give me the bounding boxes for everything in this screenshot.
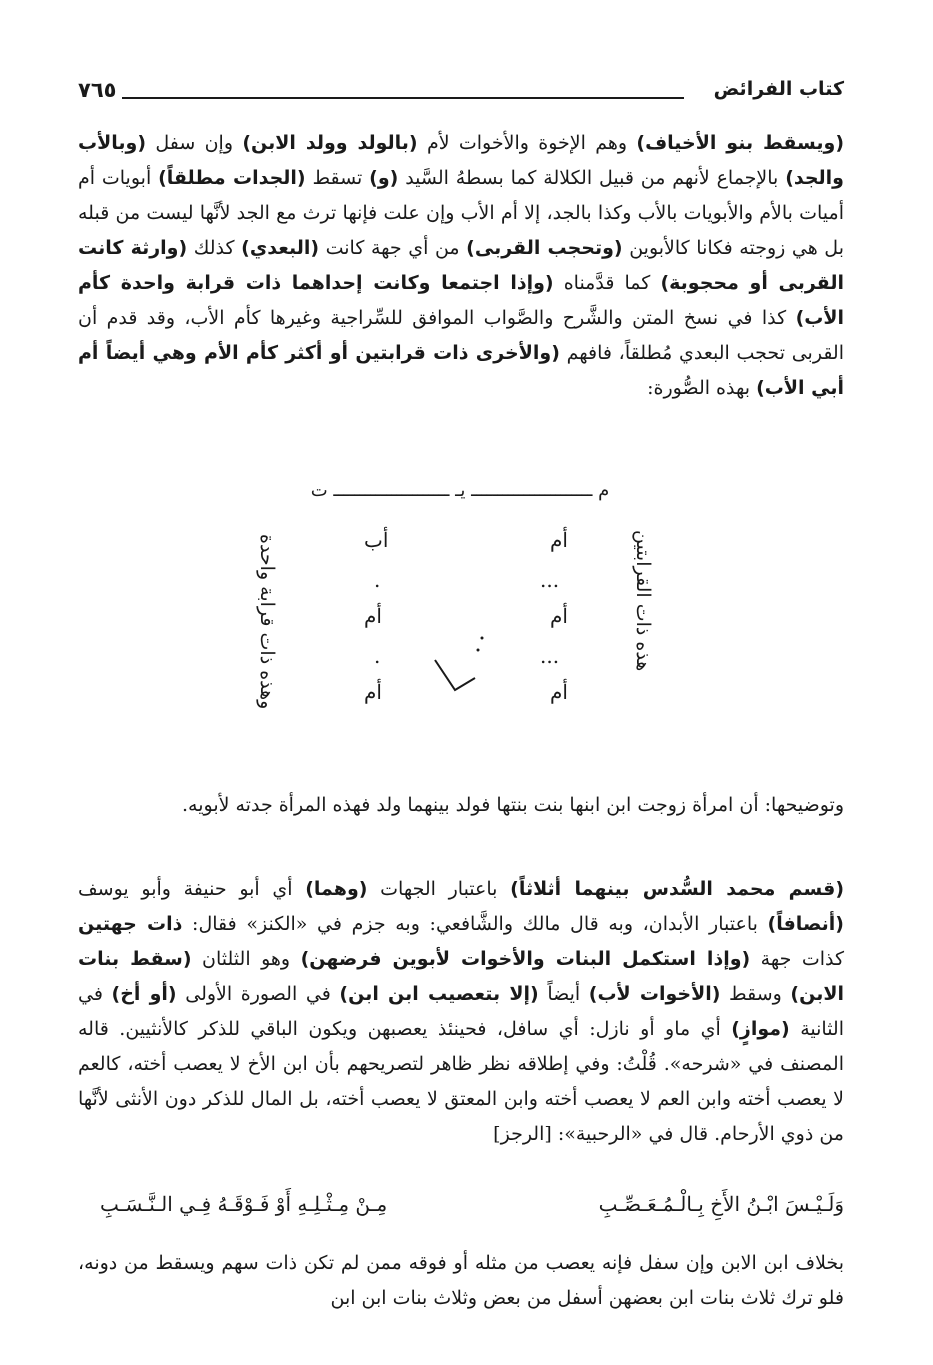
- paragraph3-segment: في الثانية: [78, 983, 844, 1040]
- paragraph1-segment: كما قدَّمناه: [553, 272, 661, 294]
- paragraph3-segment: أيضاً: [538, 983, 589, 1005]
- paragraph1-segment: (وارثة كانت القربى أو محجوبة): [78, 237, 845, 294]
- paragraph1-segment: بالإجماع لأنهم من قبيل الكلالة كما بسطهُ السَّيد: [398, 167, 786, 189]
- paragraph1-segment: بهذه الصُّورة:: [647, 377, 757, 399]
- paragraph3-segment: في الصورة الأولى: [176, 983, 340, 1005]
- paragraph1-segment: وهم الإخوة والأخوات لأم: [417, 132, 637, 154]
- kinship-diagram: [240, 480, 680, 750]
- diagram-left-4: .: [374, 644, 381, 668]
- paragraph3-segment: أي أبو حنيفة وأبو يوسف: [78, 878, 306, 900]
- paragraph3-segment: (وهما): [305, 878, 368, 900]
- paragraph1-segment: (وتحجب القربى): [466, 237, 623, 259]
- diagram-right-2: ...: [540, 568, 560, 592]
- diagram-connector: [430, 630, 500, 700]
- paragraph3-segment: وسقط: [720, 983, 791, 1005]
- paragraph1-segment: (الجدات مطلقاً): [158, 167, 306, 189]
- verse-first-hemistich: وَلَـيْـسَ ابْـنُ الأَخِ بِـالْـمُـعَـصِّـبِ: [598, 1192, 844, 1216]
- diagram-left-1: أب: [364, 528, 389, 552]
- header-rule: [122, 97, 684, 99]
- paragraph3-segment: باعتبار الجهات: [367, 878, 511, 900]
- paragraph1-segment: كذلك: [187, 237, 242, 259]
- paragraph3-segment: (موازٍ): [731, 1018, 790, 1040]
- poetry-verse: [100, 1192, 844, 1232]
- paragraph3-segment: (الأخوات لأب): [588, 983, 721, 1005]
- paragraph-4: بخلاف ابن الابن وإن سفل فإنه يعصب من مثله أو فوقه ممن لم تكن ذات سهم ويسقط من دونه، فلو ترك ثلاث بنات ابن بعضهن أسفل من بعض وثلاث بنات ابن ابن: [78, 1252, 844, 1309]
- diagram-top-mark: م ـــــــــــــــــــــــ يـ ــــــــــــــــــــــ ت: [310, 480, 610, 501]
- diagram-left-3: أم: [364, 604, 382, 628]
- paragraph1-segment: وإن سفل: [146, 132, 243, 154]
- paragraph1-segment: (بالولد وولد الابن): [242, 132, 418, 154]
- paragraph3-segment: (إلا بتعصيب ابن ابن): [339, 983, 539, 1005]
- paragraph3-segment: باعتبار الأبدان، وبه قال مالك والشَّافعي: وبه جزم في «الكنز» فقال:: [182, 913, 768, 935]
- diagram-right-5: أم: [550, 680, 568, 704]
- page-header: [78, 78, 844, 108]
- diagram-left-5: أم: [364, 680, 382, 704]
- paragraph-2: وتوضيحها: أن امرأة زوجت ابن ابنها بنت بنتها فولد بينهما ولد فهذه المرأة جدته لأبويه.: [182, 794, 844, 816]
- running-title: كتاب الفرائض: [713, 78, 844, 100]
- paragraph3-segment: (أو أخ): [111, 983, 177, 1005]
- paragraph3-segment: أي ماو أو نازل: أي سافل، فحينئذ يعصبهن ويكون الباقي للذكر كالأنثيين. قاله المصنف في «شرحه». قُلْتُ: وفي إطلاقه نظر ظاهر لتصريحهم بأن ابن الأخ لا يعصب أخته، كالعم لا يعصب أخته وابن العم لا يعصب أخته وابن المعتق لا يعصب أخته، بل المال للذكر دون الأنثى لأنَّها من ذوي الأرحام. قال في «الرحبية»: [الرجز]: [78, 1018, 844, 1145]
- paragraph1-segment: (وإذا اجتمعا وكانت إحداهما ذات قرابة واحدة كأم الأب): [78, 272, 844, 329]
- paragraph1-segment: تسقط: [305, 167, 370, 189]
- diagram-right-caption: هذه ذات القرابتين: [632, 530, 654, 672]
- page-number: ٧٦٥: [78, 78, 117, 102]
- paragraph3-segment: (سقط بنات الابن): [78, 948, 844, 1005]
- paragraph1-segment: (و): [369, 167, 399, 189]
- paragraph1-segment: (والأخرى ذات قرابتين أو أكثر كأم الأم وهي أيضاً أم أبي الأب): [78, 342, 844, 399]
- paragraph1-segment: (وبالأب والجد): [78, 132, 844, 189]
- paragraph1-segment: من أي جهة كانت: [319, 237, 467, 259]
- paragraph1-segment: (ويسقط بنو الأخياف): [636, 132, 844, 154]
- paragraph1-segment: كذا في نسخ المتن والشَّرح والصَّواب الموافق للسِّراجية وغيرها كأم الأب، وقد قدم أن القربى تحجب البعدي مُطلقاً، فافهم: [78, 307, 844, 364]
- paragraph3-segment: وهو الثلثان: [191, 948, 301, 970]
- paragraph-1: [78, 126, 844, 406]
- verse-second-hemistich: مِـنْ مِـثْـلِـهِ أَوْ فَـوْقَـهُ فِـي الـنَّـسَـبِ: [100, 1192, 388, 1216]
- diagram-left-2: .: [374, 568, 381, 592]
- paragraph3-segment: (وإذا استكمل البنات والأخوات لأبوين فرضهن): [300, 948, 751, 970]
- diagram-right-3: أم: [550, 604, 568, 628]
- paragraph-3: [78, 872, 844, 1152]
- diagram-left-caption: وهذه ذات قرابة واحدة: [256, 534, 278, 710]
- paragraph1-segment: أبويات أم أميات بالأم والأبويات بالأب وكذا بالجد، إلا أم الأب وإن علت فإنها ترث مع الجد لأنَّها ليست من قبله بل هي زوجته فكانا كالأبوين: [78, 167, 844, 259]
- paragraph3-segment: (أنصافاً): [767, 913, 844, 935]
- paragraph3-segment: (قسم محمد السُّدس بينهما أثلاثاً): [510, 878, 844, 900]
- diagram-right-4: ...: [540, 644, 560, 668]
- paragraph3-segment: كذات جهة: [750, 948, 845, 970]
- paragraph1-segment: (البعدي): [241, 237, 320, 259]
- paragraph3-segment: ذات جهتين: [78, 913, 183, 935]
- diagram-right-1: أم: [550, 528, 568, 552]
